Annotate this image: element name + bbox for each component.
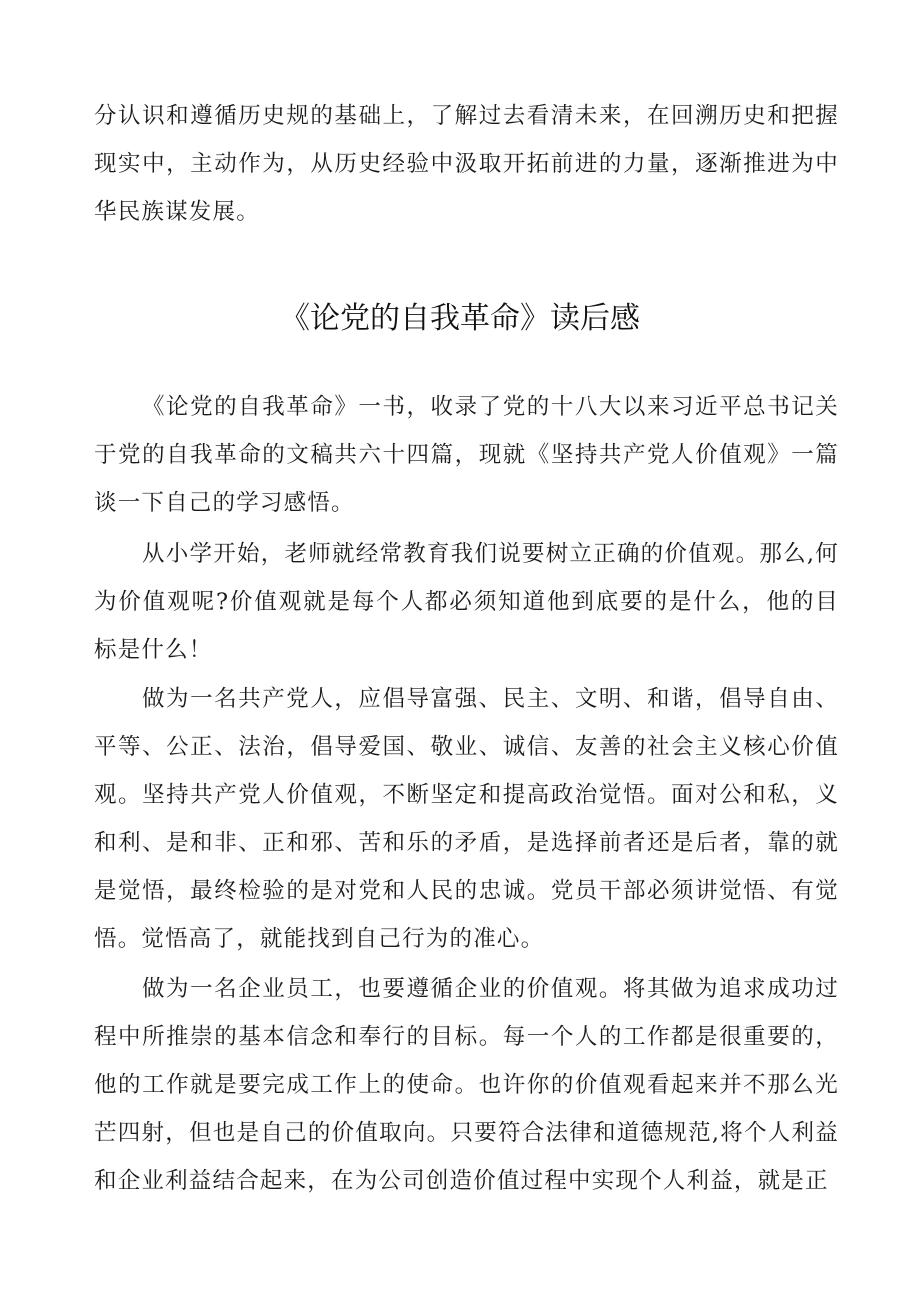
body-paragraph-intro: 《论党的自我革命》一书，收录了党的十八大以来习近平总书记关于党的自我革命的文稿共六十四篇，现就《坚持共产党人价值观》一篇谈一下自己的学习感悟。 [94, 394, 839, 516]
body-paragraph-party-member: 做为一名共产党人，应倡导富强、民主、文明、和谐，倡导自由、平等、公正、法治，倡导爱国、敬业、诚信、友善的社会主义核心价值观。坚持共产党人价值观，不断坚定和提高政治觉悟。面对公和私，义和利、是和非、正和邪、苦和乐的矛盾，是选择前者还是后者，靠的就是觉悟，最终检验的是对党和人民的忠诚。党员干部必须讲觉悟、有觉悟。觉悟高了，就能找到自己行为的准心。 [94, 686, 839, 952]
page-title: 《论党的自我革命》读后感 [280, 301, 640, 336]
body-paragraph-values-question: 从小学开始，老师就经常教育我们说要树立正确的价值观。那么,何为价值观呢?价值观就是每个人都必须知道他到底要的是什么，他的目标是什么！ [94, 541, 839, 663]
continuation-paragraph: 分认识和遵循历史规的基础上，了解过去看清未来，在回溯历史和把握现实中，主动作为，从历史经验中汲取开拓前进的力量，逐渐推进为中华民族谋发展。 [94, 103, 839, 225]
body-paragraph-employee: 做为一名企业员工，也要遵循企业的价值观。将其做为追求成功过程中所推崇的基本信念和奉行的目标。每一个人的工作都是很重要的，他的工作就是要完成工作上的使命。也许你的价值观看起来并不那么光芒四射，但也是自己的价值取向。只要符合法律和道德规范,将个人利益和企业利益结合起来，在为公司创造价值过程中实现个人利益，就是正 [94, 976, 839, 1194]
